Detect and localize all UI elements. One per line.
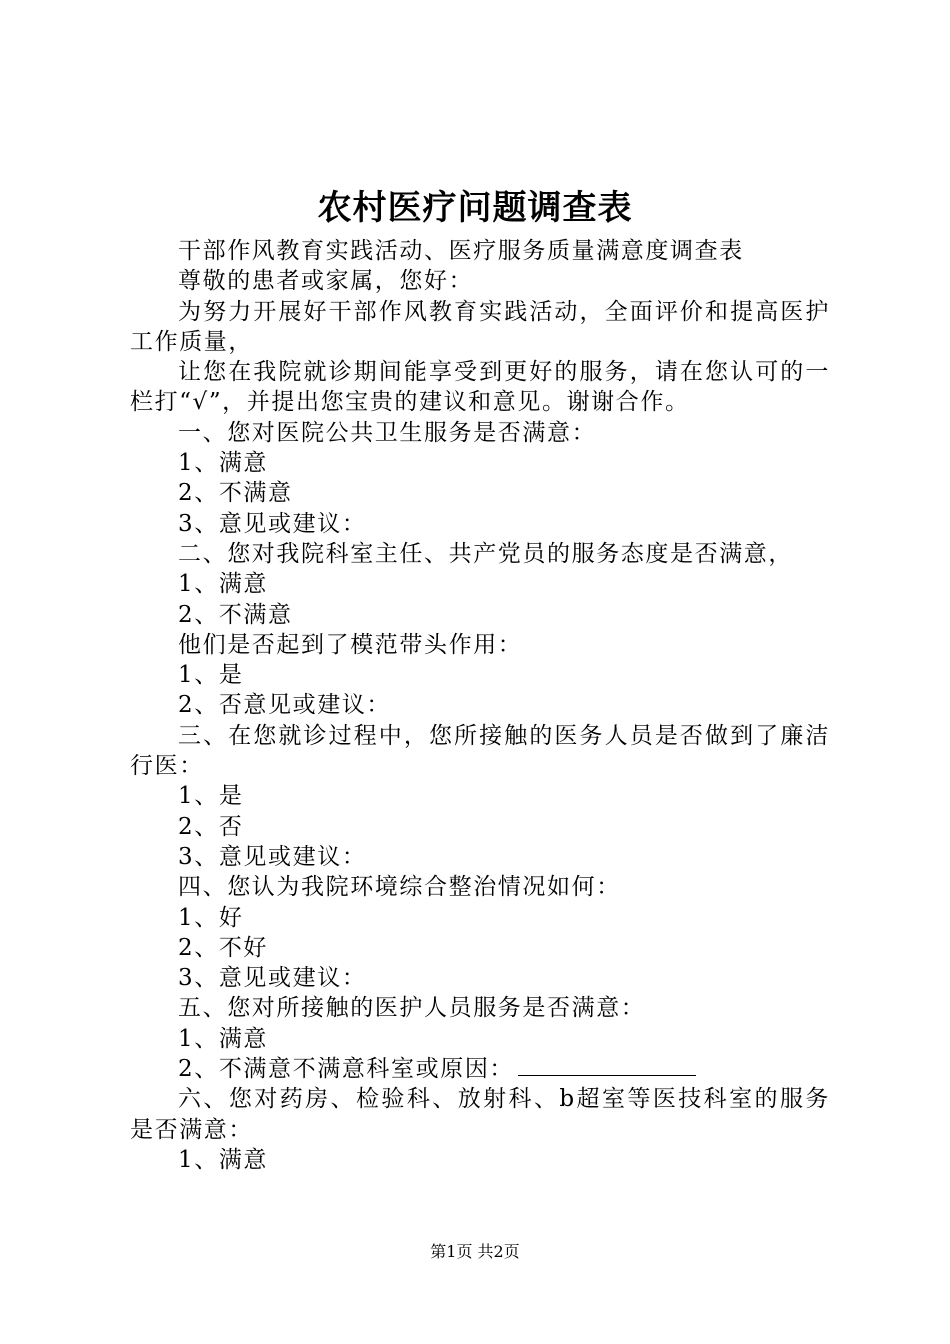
option-item: 1、是 (178, 783, 244, 810)
option-item: 3、意见或建议： (178, 843, 367, 870)
option-item: 1、是 (178, 662, 244, 689)
question-2: 二、您对我院科室主任、共产党员的服务态度是否满意， (178, 540, 793, 567)
paragraph-intro-2: 让您在我院就诊期间能享受到更好的服务，请在您认可的一栏打“√”，并提出您宝贵的建议和意见。谢谢合作。 (130, 359, 830, 416)
option-item: 2、不满意 (178, 480, 293, 507)
option-item: 2、不满意 (178, 601, 293, 628)
option-text: 2、不满意不满意科室或原因： (178, 1056, 515, 1083)
question-5: 五、您对所接触的医护人员服务是否满意： (178, 995, 646, 1022)
question-6: 六、您对药房、检验科、放射科、b超室等医技科室的服务是否满意： (130, 1086, 830, 1143)
paragraph-subtitle: 干部作风教育实践活动、医疗服务质量满意度调查表 (178, 238, 744, 264)
question-4: 四、您认为我院环境综合整治情况如何： (178, 874, 621, 901)
document-title: 农村医疗问题调查表 (317, 188, 633, 228)
option-item: 3、意见或建议： (178, 965, 367, 992)
option-item: 1、满意 (178, 571, 269, 598)
document-body (130, 236, 830, 1175)
option-item-with-blank (130, 1054, 830, 1084)
option-item: 2、不好 (178, 934, 269, 961)
option-item: 3、意见或建议： (178, 510, 367, 537)
paragraph-intro-1: 为努力开展好干部作风教育实践活动，全面评价和提高医护工作质量， (130, 298, 830, 355)
answer-blank-line (518, 1074, 696, 1076)
option-item: 1、满意 (178, 1025, 269, 1052)
page-footer: 第1页 共2页 (430, 1242, 520, 1261)
question-1: 一、您对医院公共卫生服务是否满意： (178, 419, 597, 446)
option-item: 1、满意 (178, 1146, 269, 1173)
question-3: 三、在您就诊过程中，您所接触的医务人员是否做到了廉洁行医： (130, 722, 830, 780)
paragraph-greeting: 尊敬的患者或家属，您好： (178, 268, 474, 295)
option-item: 1、好 (178, 904, 244, 931)
question-2-sub: 他们是否起到了模范带头作用： (178, 631, 523, 658)
option-item: 1、满意 (178, 450, 269, 477)
option-item: 2、否意见或建议： (178, 692, 392, 719)
option-item: 2、否 (178, 813, 244, 840)
